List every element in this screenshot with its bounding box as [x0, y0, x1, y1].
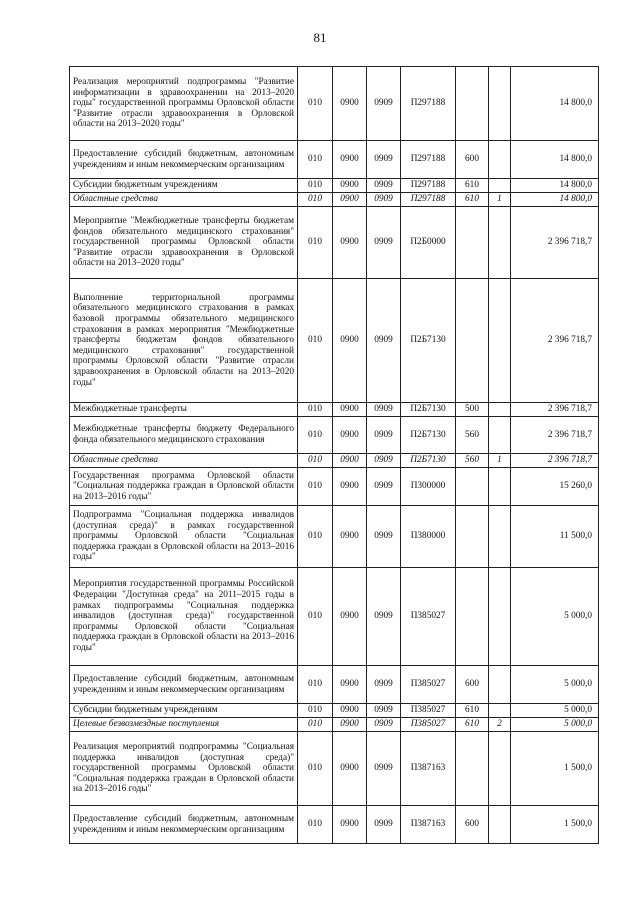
table-row — [70, 732, 599, 806]
expense-type-cell: 610 — [456, 179, 489, 193]
table-row — [70, 403, 599, 417]
subsection-cell: 0909 — [367, 666, 401, 704]
table-row — [70, 141, 599, 179]
row-name: Межбюджетные трансферты — [70, 403, 298, 417]
table-row — [70, 193, 599, 207]
expense-type-cell: 600 — [456, 141, 489, 179]
source-cell — [489, 704, 511, 718]
expense-type-cell — [456, 568, 489, 666]
expense-type-cell: 600 — [456, 806, 489, 844]
target-code-cell: П385027 — [401, 718, 456, 732]
section-cell: 0900 — [333, 179, 367, 193]
target-code-cell: П300000 — [401, 468, 456, 506]
amount-cell: 5 000,0 — [511, 704, 599, 718]
section-cell: 0900 — [333, 666, 367, 704]
section-cell: 0900 — [333, 279, 367, 403]
target-code-cell: П2Б7130 — [401, 454, 456, 468]
source-cell — [489, 207, 511, 279]
amount-cell: 2 396 718,7 — [511, 279, 599, 403]
source-cell — [489, 417, 511, 454]
expense-type-cell: 560 — [456, 417, 489, 454]
table-row — [70, 718, 599, 732]
amount-cell: 14 800,0 — [511, 141, 599, 179]
table-row — [70, 179, 599, 193]
row-name: Мероприятия государственной программы Российской Федерации "Доступная среда" на 2011–2015 годы в рамках подпрограммы "Социальная поддержка инвалидов (доступная среда)" государственной программы Орловской области "Социальная поддержка граждан в Орловской области на 2013–2016 годы" — [70, 568, 298, 666]
table-row — [70, 468, 599, 506]
row-name: Межбюджетные трансферты бюджету Федерального фонда обязательного медицинского страхования — [70, 417, 298, 454]
expense-type-cell: 610 — [456, 704, 489, 718]
source-cell — [489, 179, 511, 193]
subsection-cell: 0909 — [367, 454, 401, 468]
amount-cell: 11 500,0 — [511, 506, 599, 568]
expense-type-cell: 500 — [456, 403, 489, 417]
code-cell: 010 — [298, 732, 333, 806]
section-cell: 0900 — [333, 468, 367, 506]
amount-cell: 5 000,0 — [511, 666, 599, 704]
code-cell: 010 — [298, 207, 333, 279]
subsection-cell: 0909 — [367, 141, 401, 179]
row-name: Реализация мероприятий подпрограммы "Социальная поддержка инвалидов (доступная среда)" государственной программы Орловской области "Социальная поддержка граждан в Орловской области на 2013–2016 годы" — [70, 732, 298, 806]
table-row — [70, 454, 599, 468]
row-name: Областные средства — [70, 454, 298, 468]
budget-table — [69, 66, 599, 844]
subsection-cell: 0909 — [367, 568, 401, 666]
subsection-cell: 0909 — [367, 417, 401, 454]
target-code-cell: П2Б7130 — [401, 279, 456, 403]
section-cell: 0900 — [333, 417, 367, 454]
amount-cell: 14 800,0 — [511, 67, 599, 141]
source-cell — [489, 468, 511, 506]
code-cell: 010 — [298, 417, 333, 454]
row-name: Предоставление субсидий бюджетным, автономным учреждениям и иным некоммерческим организациям — [70, 141, 298, 179]
target-code-cell: П297188 — [401, 179, 456, 193]
code-cell: 010 — [298, 704, 333, 718]
table-row — [70, 806, 599, 844]
source-cell — [489, 666, 511, 704]
section-cell: 0900 — [333, 67, 367, 141]
source-cell — [489, 141, 511, 179]
section-cell: 0900 — [333, 704, 367, 718]
expense-type-cell — [456, 468, 489, 506]
code-cell: 010 — [298, 454, 333, 468]
target-code-cell: П2Б7130 — [401, 403, 456, 417]
code-cell: 010 — [298, 67, 333, 141]
row-name: Субсидии бюджетным учреждениям — [70, 704, 298, 718]
subsection-cell: 0909 — [367, 806, 401, 844]
source-cell — [489, 506, 511, 568]
subsection-cell: 0909 — [367, 732, 401, 806]
target-code-cell: П380000 — [401, 506, 456, 568]
table-row — [70, 279, 599, 403]
target-code-cell: П385027 — [401, 704, 456, 718]
table-row — [70, 506, 599, 568]
code-cell: 010 — [298, 141, 333, 179]
target-code-cell: П2Б7130 — [401, 417, 456, 454]
table-row — [70, 417, 599, 454]
code-cell: 010 — [298, 806, 333, 844]
source-cell — [489, 279, 511, 403]
target-code-cell: П387163 — [401, 732, 456, 806]
amount-cell: 5 000,0 — [511, 718, 599, 732]
code-cell: 010 — [298, 506, 333, 568]
target-code-cell: П2Б0000 — [401, 207, 456, 279]
source-cell: 2 — [489, 718, 511, 732]
source-cell: 1 — [489, 193, 511, 207]
table-row — [70, 666, 599, 704]
subsection-cell: 0909 — [367, 718, 401, 732]
subsection-cell: 0909 — [367, 179, 401, 193]
amount-cell: 15 260,0 — [511, 468, 599, 506]
section-cell: 0900 — [333, 506, 367, 568]
expense-type-cell: 610 — [456, 193, 489, 207]
amount-cell: 2 396 718,7 — [511, 454, 599, 468]
subsection-cell: 0909 — [367, 207, 401, 279]
expense-type-cell — [456, 67, 489, 141]
row-name: Предоставление субсидий бюджетным, автономным учреждениям и иным некоммерческим организациям — [70, 666, 298, 704]
target-code-cell: П297188 — [401, 67, 456, 141]
expense-type-cell: 600 — [456, 666, 489, 704]
row-name: Предоставление субсидий бюджетным, автономным учреждениям и иным некоммерческим организациям — [70, 806, 298, 844]
table-row — [70, 704, 599, 718]
subsection-cell: 0909 — [367, 403, 401, 417]
source-cell — [489, 806, 511, 844]
section-cell: 0900 — [333, 141, 367, 179]
row-name: Мероприятие "Межбюджетные трансферты бюджетам фондов обязательного медицинского страхования" государственной программы Орловской области "Развитие отрасли здравоохранения в Орловской области на 2013–2020 годы" — [70, 207, 298, 279]
target-code-cell: П297188 — [401, 141, 456, 179]
subsection-cell: 0909 — [367, 468, 401, 506]
expense-type-cell — [456, 506, 489, 568]
expense-type-cell: 560 — [456, 454, 489, 468]
code-cell: 010 — [298, 468, 333, 506]
section-cell: 0900 — [333, 403, 367, 417]
target-code-cell: П297188 — [401, 193, 456, 207]
amount-cell: 2 396 718,7 — [511, 403, 599, 417]
table-row — [70, 568, 599, 666]
target-code-cell: П385027 — [401, 666, 456, 704]
source-cell — [489, 568, 511, 666]
amount-cell: 14 800,0 — [511, 193, 599, 207]
page-number: 81 — [313, 30, 327, 45]
row-name: Субсидии бюджетным учреждениям — [70, 179, 298, 193]
section-cell: 0900 — [333, 732, 367, 806]
code-cell: 010 — [298, 403, 333, 417]
expense-type-cell: 610 — [456, 718, 489, 732]
amount-cell: 5 000,0 — [511, 568, 599, 666]
subsection-cell: 0909 — [367, 279, 401, 403]
code-cell: 010 — [298, 568, 333, 666]
expense-type-cell — [456, 279, 489, 403]
amount-cell: 1 500,0 — [511, 806, 599, 844]
expense-type-cell — [456, 732, 489, 806]
section-cell: 0900 — [333, 193, 367, 207]
source-cell — [489, 403, 511, 417]
row-name: Реализация мероприятий подпрограммы "Развитие информатизации в здравоохранении на 2013–2020 годы" государственной программы Орловской области "Развитие отрасли здравоохранения в Орловской области на 2013–2020 годы" — [70, 67, 298, 141]
subsection-cell: 0909 — [367, 67, 401, 141]
source-cell: 1 — [489, 454, 511, 468]
row-name: Подпрограмма "Социальная поддержка инвалидов (доступная среда)" в рамках государственной программы Орловской области "Социальная поддержка граждан в Орловской области на 2013–2016 годы" — [70, 506, 298, 568]
source-cell — [489, 732, 511, 806]
table-row — [70, 67, 599, 141]
expense-type-cell — [456, 207, 489, 279]
row-name: Целевые безвозмездные поступления — [70, 718, 298, 732]
target-code-cell: П387163 — [401, 806, 456, 844]
amount-cell: 2 396 718,7 — [511, 417, 599, 454]
code-cell: 010 — [298, 193, 333, 207]
section-cell: 0900 — [333, 568, 367, 666]
amount-cell: 14 800,0 — [511, 179, 599, 193]
code-cell: 010 — [298, 179, 333, 193]
row-name: Областные средства — [70, 193, 298, 207]
section-cell: 0900 — [333, 207, 367, 279]
code-cell: 010 — [298, 666, 333, 704]
row-name: Выполнение территориальной программы обязательного медицинского страхования в рамках базовой программы обязательного медицинского страхования в рамках мероприятия "Межбюджетные трансферты бюджетам фондов обязательного медицинского страхования" государственной программы Орловской области "Развитие отрасли здравоохранения в Орловской области на 2013–2020 годы" — [70, 279, 298, 403]
section-cell: 0900 — [333, 806, 367, 844]
target-code-cell: П385027 — [401, 568, 456, 666]
amount-cell: 1 500,0 — [511, 732, 599, 806]
section-cell: 0900 — [333, 454, 367, 468]
code-cell: 010 — [298, 279, 333, 403]
source-cell — [489, 67, 511, 141]
table-row — [70, 207, 599, 279]
code-cell: 010 — [298, 718, 333, 732]
subsection-cell: 0909 — [367, 193, 401, 207]
section-cell: 0900 — [333, 718, 367, 732]
amount-cell: 2 396 718,7 — [511, 207, 599, 279]
subsection-cell: 0909 — [367, 704, 401, 718]
row-name: Государственная программа Орловской области "Социальная поддержка граждан в Орловской области на 2013–2016 годы" — [70, 468, 298, 506]
subsection-cell: 0909 — [367, 506, 401, 568]
